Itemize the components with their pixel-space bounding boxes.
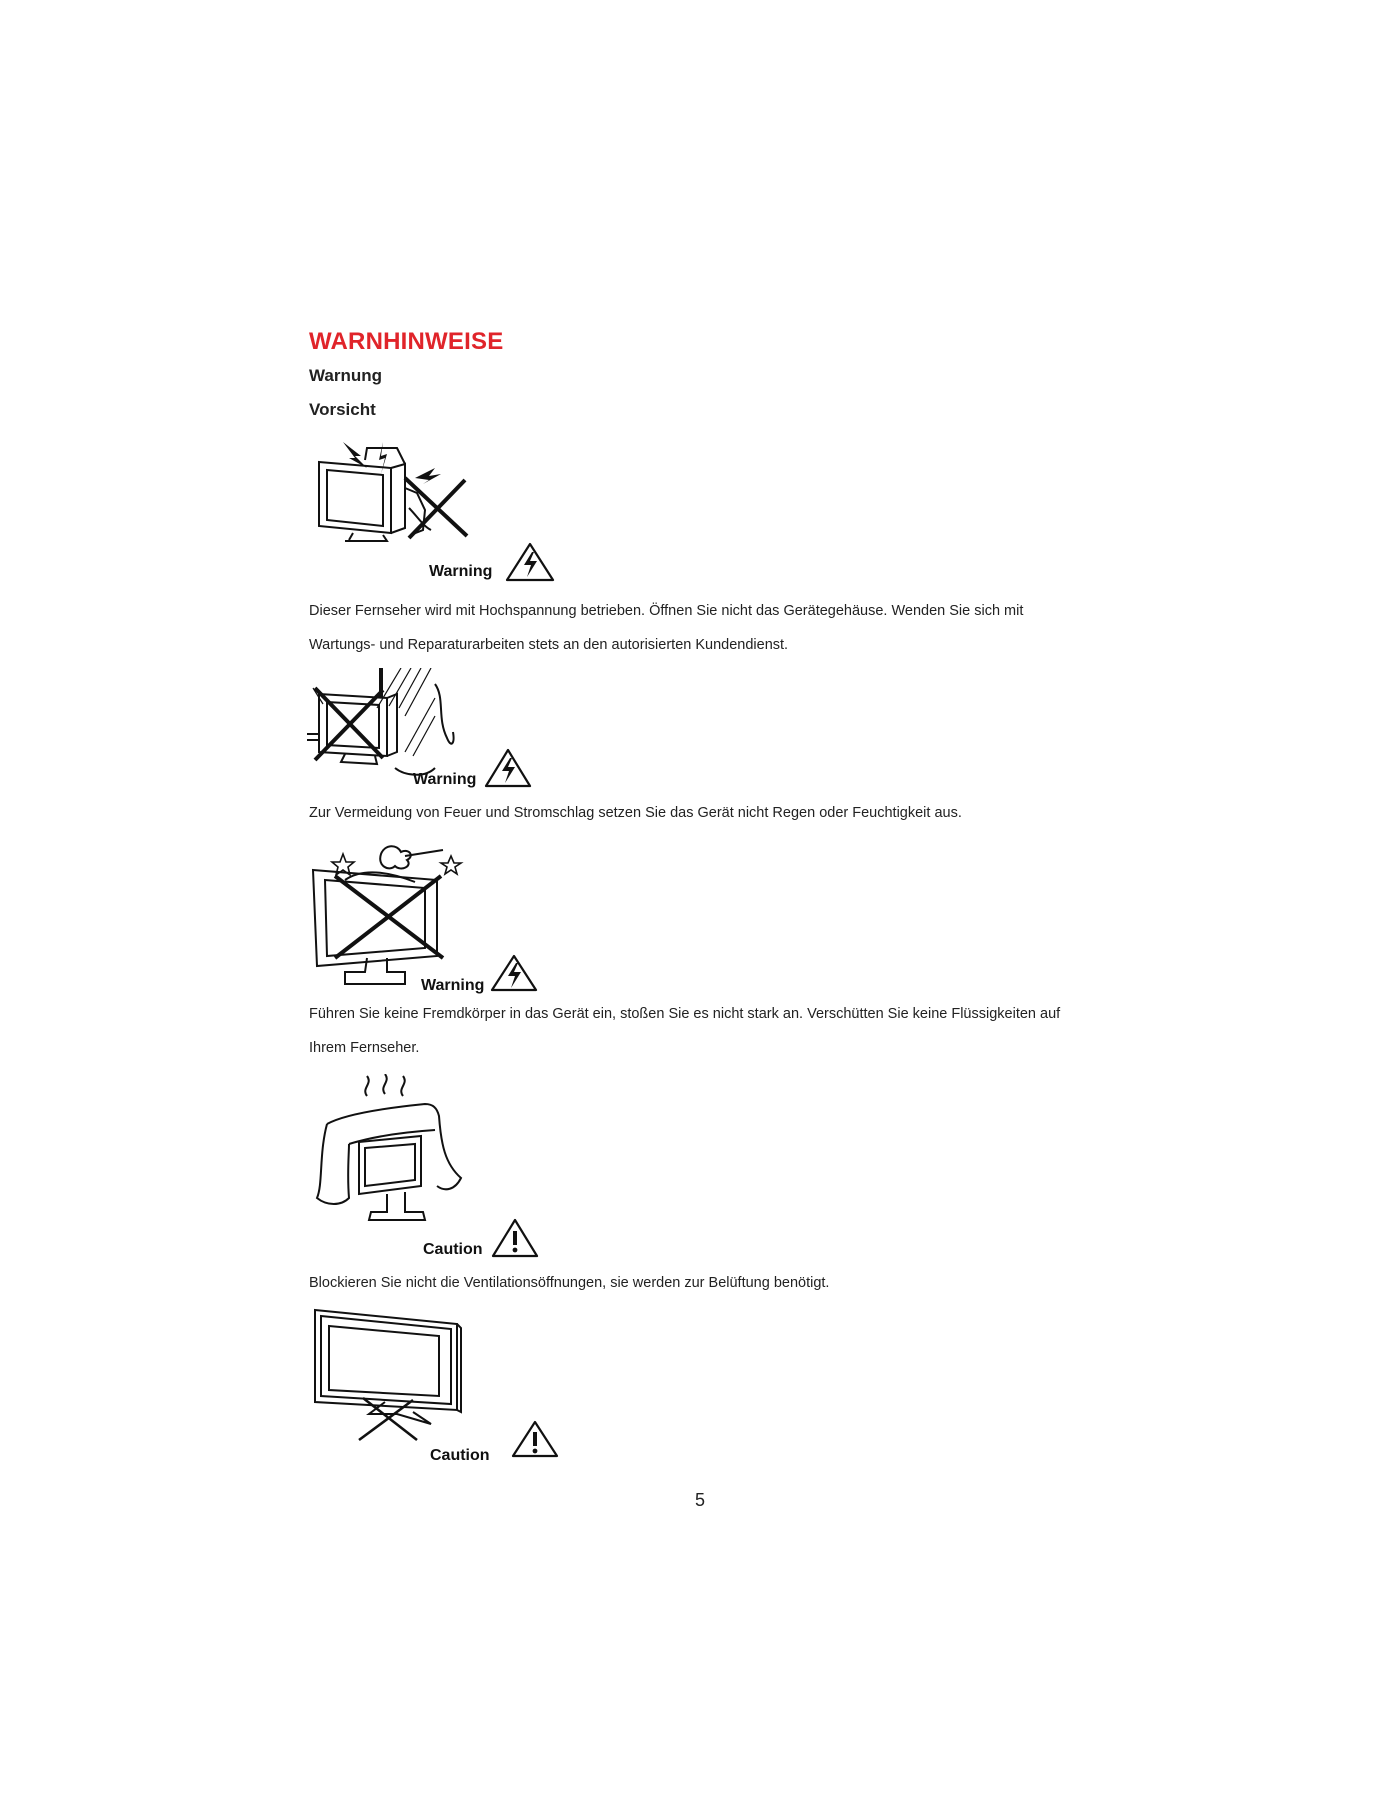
text-line: Blockieren Sie nicht die Ventilationsöffnungen, sie werden zur Belüftung benötigt. [309,1275,830,1291]
figure-stand-placement [305,1306,565,1468]
high-voltage-triangle-icon [507,544,553,580]
paragraph-high-voltage [309,594,1129,662]
text-line: Wartungs- und Reparaturarbeiten stets an den autorisierten Kundendienst. [309,637,789,653]
page-title: WARNHINWEISE [309,328,504,355]
figure-ventilation [305,1074,545,1260]
high-voltage-triangle-icon [486,750,530,786]
text-line: Führen Sie keine Fremdkörper in das Gerät ein, stoßen Sie es nicht stark an. Verschütten Sie keine Flüssigkeiten auf [309,1006,1061,1022]
paragraph-moisture [309,796,1129,830]
illustration-ventilation [305,1074,545,1260]
illustration-foreign-objects [305,836,545,996]
illustration-stand-placement [305,1306,565,1468]
badge-label: Caution [423,1241,483,1258]
figure-open-housing [305,438,565,588]
badge-label: Warning [429,563,493,580]
paragraph-foreign-objects [309,997,1129,1065]
badge-label: Warning [413,771,477,788]
text-line: Ihrem Fernseher. [309,1040,420,1056]
text-line: Zur Vermeidung von Feuer und Stromschlag setzen Sie das Gerät nicht Regen oder Feuchtigkeit aus. [309,805,962,821]
badge-label: Caution [430,1447,490,1464]
high-voltage-triangle-icon [492,956,536,990]
exclamation-triangle-icon [513,1422,557,1456]
figure-moisture [305,668,545,790]
badge-label: Warning [421,977,485,994]
figure-foreign-objects [305,836,545,996]
illustration-moisture [305,668,545,790]
illustration-open-housing [305,438,565,588]
page-number: 5 [694,1490,705,1510]
exclamation-triangle-icon [493,1220,537,1256]
text-line: Dieser Fernseher wird mit Hochspannung betrieben. Öffnen Sie nicht das Gerätegehäuse. Wenden Sie sich mit [309,603,1024,619]
subheading-warnung: Warnung [309,366,383,385]
paragraph-ventilation [309,1266,1129,1300]
subheading-vorsicht: Vorsicht [309,400,376,419]
